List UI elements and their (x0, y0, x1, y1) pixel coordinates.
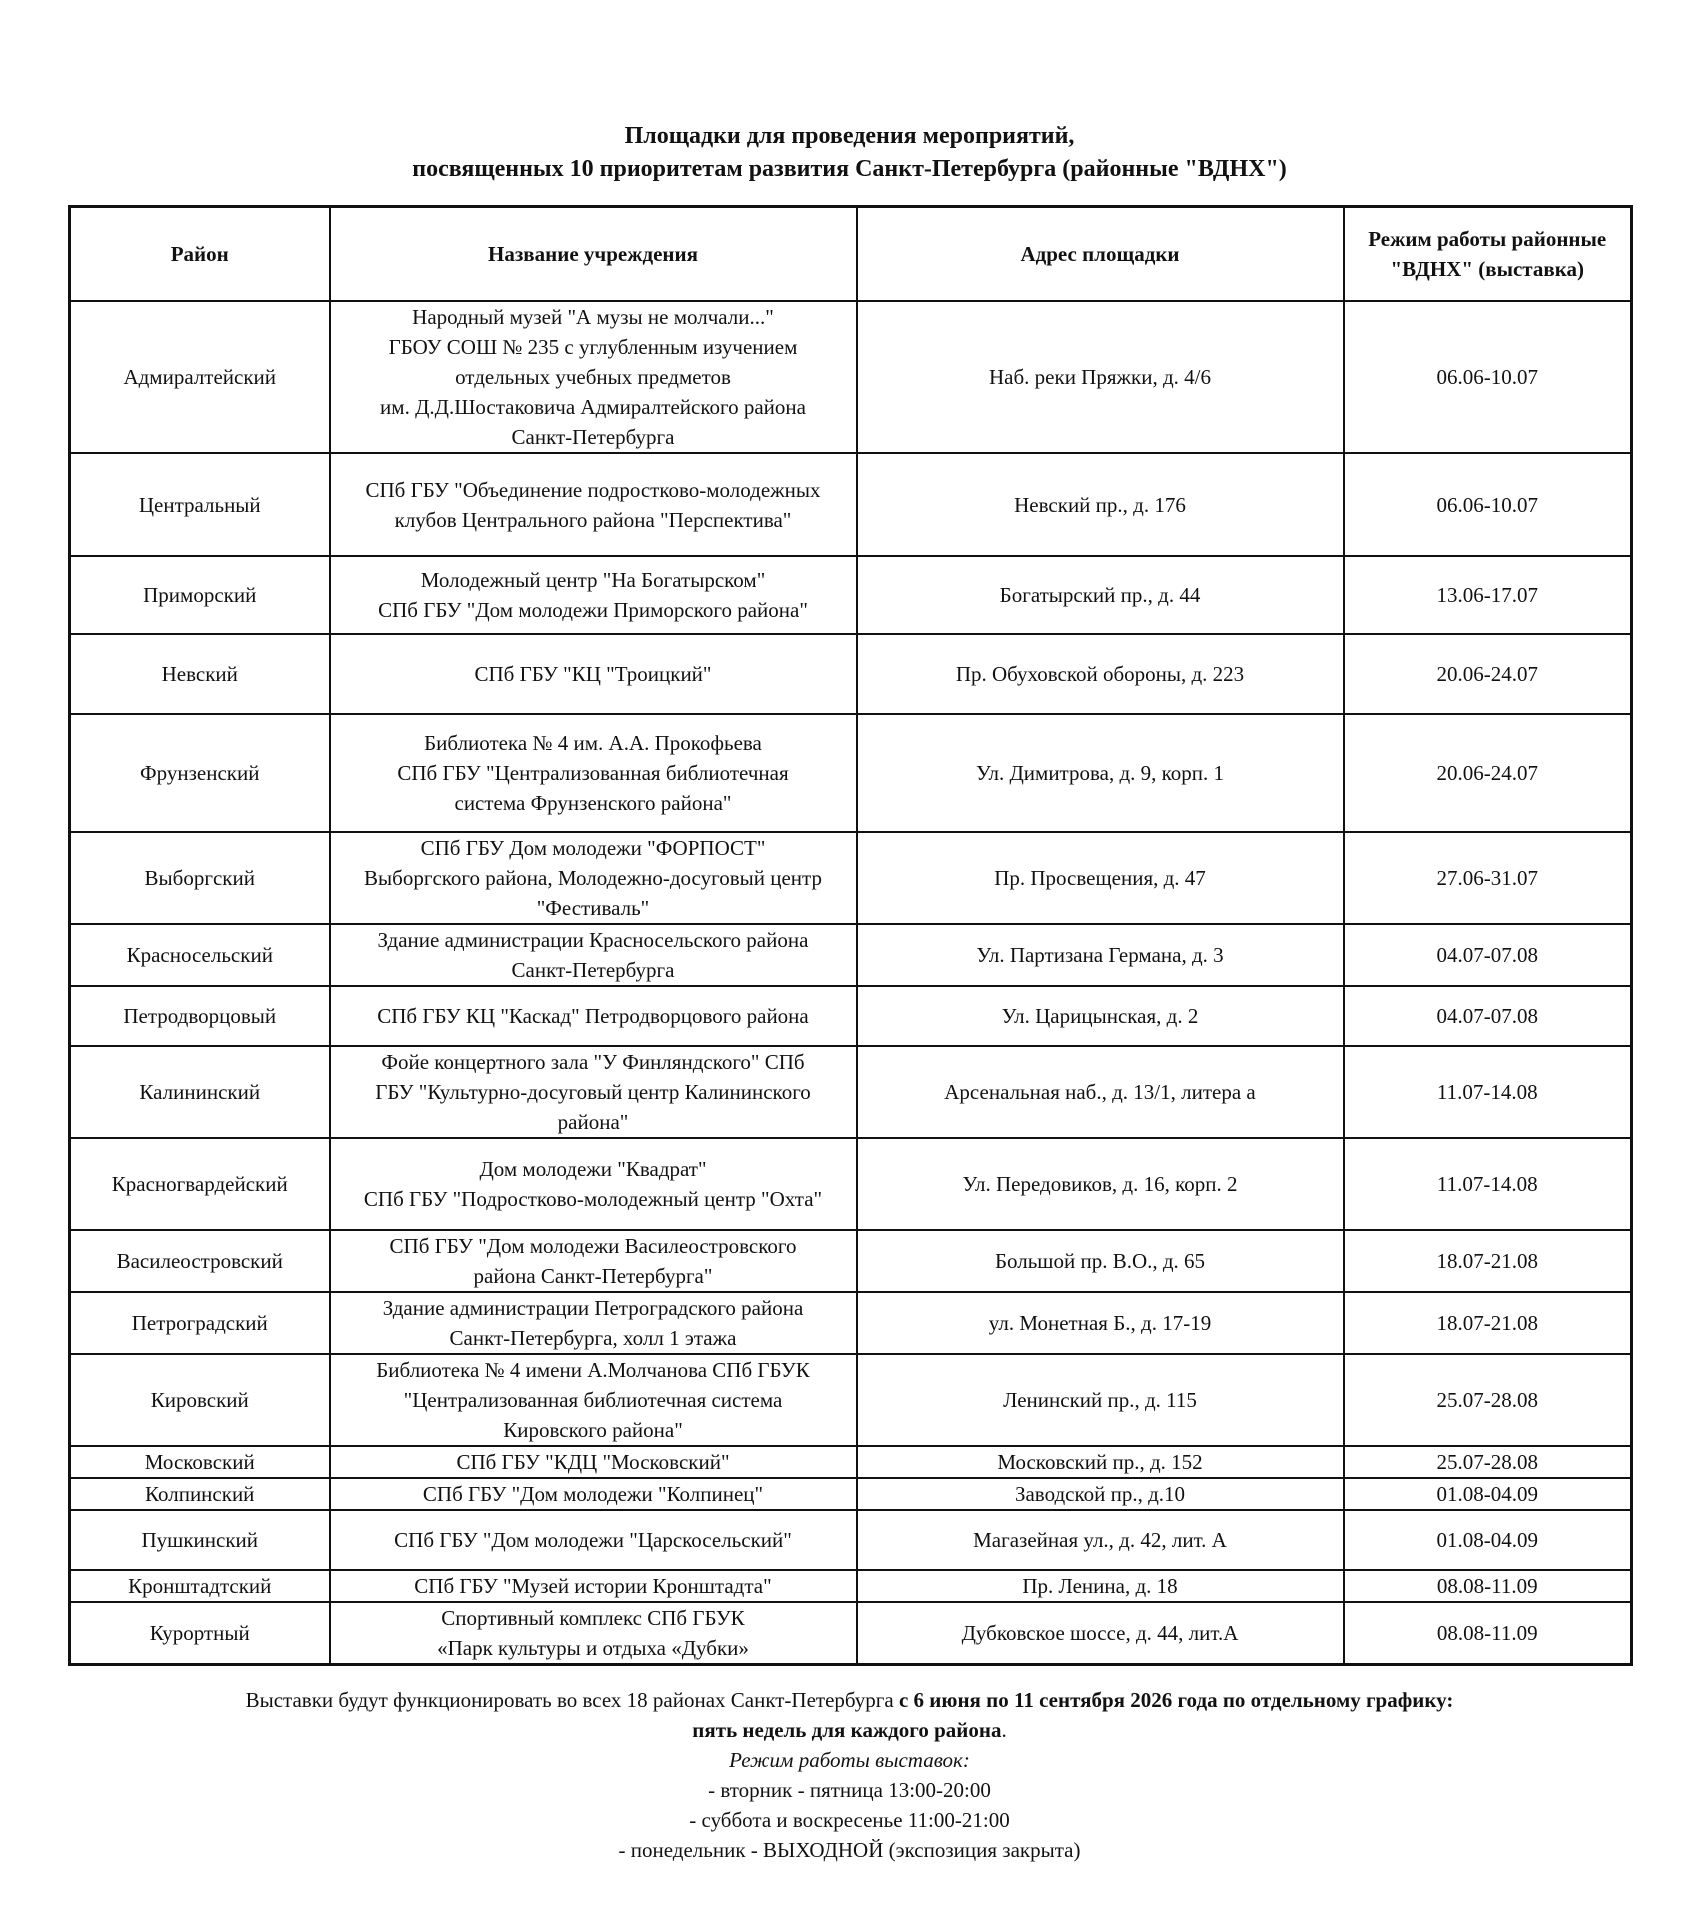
cell-address: Ул. Царицынская, д. 2 (857, 986, 1344, 1046)
cell-address: Московский пр., д. 152 (857, 1446, 1344, 1478)
cell-district: Центральный (70, 453, 330, 556)
institution-line: «Парк культуры и отдыха «Дубки» (437, 1636, 749, 1660)
cell-dates: 13.06-17.07 (1344, 556, 1632, 634)
title-line-2: посвященных 10 приоритетам развития Санкт-Петербурга (районные "ВДНХ") (412, 156, 1287, 182)
cell-address: Невский пр., д. 176 (857, 453, 1344, 556)
cell-dates: 11.07-14.08 (1344, 1046, 1632, 1138)
cell-district: Красногвардейский (70, 1138, 330, 1230)
institution-line: "Фестиваль" (536, 896, 650, 920)
cell-dates: 06.06-10.07 (1344, 453, 1632, 556)
cell-district: Кировский (70, 1354, 330, 1446)
institution-line: СПб ГБУ "Дом молодежи "Царскосельский" (394, 1528, 792, 1552)
table-row (70, 634, 1632, 714)
table-row (70, 1570, 1632, 1602)
cell-institution (330, 986, 857, 1046)
table-row (70, 924, 1632, 986)
table-row (70, 1230, 1632, 1292)
cell-institution (330, 714, 857, 832)
cell-district: Красносельский (70, 924, 330, 986)
institution-line: СПб ГБУ КЦ "Каскад" Петродворцового района (377, 1004, 809, 1028)
cell-district: Колпинский (70, 1478, 330, 1510)
cell-institution (330, 634, 857, 714)
cell-institution (330, 556, 857, 634)
institution-line: района Санкт-Петербурга" (473, 1264, 713, 1288)
cell-address: Ул. Димитрова, д. 9, корп. 1 (857, 714, 1344, 832)
institution-line: СПб ГБУ "КЦ "Троицкий" (474, 662, 712, 686)
cell-address: Ул. Передовиков, д. 16, корп. 2 (857, 1138, 1344, 1230)
schedule-weekdays: - вторник - пятница 13:00-20:00 (708, 1778, 991, 1802)
cell-address: Богатырский пр., д. 44 (857, 556, 1344, 634)
cell-institution (330, 1138, 857, 1230)
header-district: Район (70, 207, 330, 302)
title-line-1: Площадки для проведения мероприятий, (624, 123, 1075, 149)
institution-line: СПб ГБУ "Централизованная библиотечная (397, 761, 789, 785)
institution-line: СПб ГБУ "Дом молодежи "Колпинец" (422, 1482, 764, 1506)
cell-dates: 06.06-10.07 (1344, 301, 1632, 453)
cell-dates: 01.08-04.09 (1344, 1510, 1632, 1570)
institution-line: Фойе концертного зала "У Финляндского" СПб (381, 1050, 805, 1074)
table-row (70, 1478, 1632, 1510)
cell-district: Приморский (70, 556, 330, 634)
cell-institution (330, 832, 857, 924)
table-row (70, 453, 1632, 556)
cell-dates: 20.06-24.07 (1344, 714, 1632, 832)
institution-line: Молодежный центр "На Богатырском" (420, 568, 766, 592)
table-row (70, 832, 1632, 924)
institution-line: Санкт-Петербурга (511, 958, 675, 982)
institution-line: Библиотека № 4 им. А.А. Прокофьева (424, 731, 762, 755)
cell-address: Пр. Обуховской обороны, д. 223 (857, 634, 1344, 714)
footer-notes (0, 1685, 1699, 1865)
cell-dates: 25.07-28.08 (1344, 1354, 1632, 1446)
institution-line: Здание администрации Красносельского района (377, 928, 809, 952)
cell-institution (330, 1510, 857, 1570)
cell-district: Петроградский (70, 1292, 330, 1354)
institution-line: "Централизованная библиотечная система (403, 1388, 783, 1412)
institution-line: СПб ГБУ "КДЦ "Московский" (456, 1450, 730, 1474)
institution-line: Выборгского района, Молодежно-досуговый центр (364, 866, 822, 890)
cell-institution (330, 1354, 857, 1446)
cell-dates: 20.06-24.07 (1344, 634, 1632, 714)
cell-address: Ленинский пр., д. 115 (857, 1354, 1344, 1446)
institution-line: СПб ГБУ "Объединение подростково-молодежных (365, 477, 821, 502)
cell-institution (330, 1292, 857, 1354)
cell-dates: 04.07-07.08 (1344, 986, 1632, 1046)
institution-line: Здание администрации Петроградского района (382, 1296, 804, 1320)
footer-line-2 (0, 1715, 1699, 1745)
table-row (70, 986, 1632, 1046)
cell-institution (330, 1446, 857, 1478)
table-row (70, 714, 1632, 832)
cell-district: Невский (70, 634, 330, 714)
cell-address: Ул. Партизана Германа, д. 3 (857, 924, 1344, 986)
table-row (70, 1138, 1632, 1230)
header-address: Адрес площадки (857, 207, 1344, 302)
cell-institution (330, 924, 857, 986)
cell-dates: 27.06-31.07 (1344, 832, 1632, 924)
institution-line: Кировского района" (503, 1418, 683, 1442)
table-row (70, 1354, 1632, 1446)
table-row (70, 1446, 1632, 1478)
cell-dates: 11.07-14.08 (1344, 1138, 1632, 1230)
venues-table (68, 205, 1633, 1666)
cell-dates: 08.08-11.09 (1344, 1602, 1632, 1665)
header-hours: Режим работы районные "ВДНХ" (выставка) (1344, 207, 1632, 302)
table-row (70, 1510, 1632, 1570)
cell-district: Адмиралтейский (70, 301, 330, 453)
cell-institution (330, 301, 857, 453)
institution-line: СПб ГБУ "Дом молодежи Василеостровского (389, 1234, 797, 1258)
institution-line: клубов Центрального района "Перспектива" (394, 507, 792, 532)
cell-district: Петродворцовый (70, 986, 330, 1046)
cell-district: Пушкинский (70, 1510, 330, 1570)
cell-district: Кронштадтский (70, 1570, 330, 1602)
cell-district: Калининский (70, 1046, 330, 1138)
institution-line: СПб ГБУ Дом молодежи "ФОРПОСТ" (420, 836, 766, 860)
institution-line: система Фрунзенского района" (454, 791, 732, 815)
cell-district: Московский (70, 1446, 330, 1478)
footer-line-2-end: . (1001, 1718, 1007, 1742)
cell-district: Фрунзенский (70, 714, 330, 832)
cell-address: Арсенальная наб., д. 13/1, литера а (857, 1046, 1344, 1138)
footer-duration: пять недель для каждого района (692, 1718, 1002, 1742)
institution-line: СПб ГБУ "Подростково-молодежный центр "Охта" (363, 1187, 823, 1211)
cell-dates: 18.07-21.08 (1344, 1292, 1632, 1354)
institution-line: СПб ГБУ "Дом молодежи Приморского района" (378, 598, 808, 622)
cell-dates: 08.08-11.09 (1344, 1570, 1632, 1602)
table-row (70, 556, 1632, 634)
cell-district: Курортный (70, 1602, 330, 1665)
cell-institution (330, 1602, 857, 1665)
cell-institution (330, 1478, 857, 1510)
institution-line: Дом молодежи "Квадрат" (479, 1157, 707, 1181)
header-institution: Название учреждения (330, 207, 857, 302)
table-header-row (70, 207, 1632, 302)
table-row (70, 1292, 1632, 1354)
schedule-weekend: - суббота и воскресенье 11:00-21:00 (689, 1808, 1010, 1832)
cell-district: Василеостровский (70, 1230, 330, 1292)
cell-dates: 18.07-21.08 (1344, 1230, 1632, 1292)
cell-dates: 01.08-04.09 (1344, 1478, 1632, 1510)
table-row (70, 301, 1632, 453)
schedule-monday: - понедельник - ВЫХОДНОЙ (экспозиция закрыта) (618, 1838, 1081, 1862)
cell-dates: 04.07-07.08 (1344, 924, 1632, 986)
table-body (70, 301, 1632, 1665)
institution-line: Санкт-Петербурга, холл 1 этажа (449, 1326, 737, 1350)
cell-address: Магазейная ул., д. 42, лит. А (857, 1510, 1344, 1570)
institution-line: Народный музей "А музы не молчали..." (412, 305, 774, 329)
footer-intro: Выставки будут функционировать во всех 18 районах Санкт-Петербурга (245, 1688, 899, 1712)
cell-institution (330, 1046, 857, 1138)
institution-line: отдельных учебных предметов (455, 365, 731, 389)
institution-line: ГБОУ СОШ № 235 с углубленным изучением (388, 335, 798, 359)
cell-institution (330, 1570, 857, 1602)
institution-line: Спортивный комплекс СПб ГБУК (441, 1606, 745, 1630)
cell-address: ул. Монетная Б., д. 17-19 (857, 1292, 1344, 1354)
cell-address: Наб. реки Пряжки, д. 4/6 (857, 301, 1344, 453)
institution-line: СПб ГБУ "Музей истории Кронштадта" (414, 1574, 772, 1598)
document-title (0, 120, 1699, 186)
institution-line: Библиотека № 4 имени А.Молчанова СПб ГБУК (376, 1358, 810, 1382)
institution-line: Санкт-Петербурга (511, 425, 675, 449)
table-row (70, 1046, 1632, 1138)
cell-address: Дубковское шоссе, д. 44, лит.А (857, 1602, 1344, 1665)
cell-institution (330, 453, 857, 556)
cell-address: Пр. Ленина, д. 18 (857, 1570, 1344, 1602)
cell-district: Выборгский (70, 832, 330, 924)
cell-address: Пр. Просвещения, д. 47 (857, 832, 1344, 924)
schedule-heading: Режим работы выставок: (729, 1748, 970, 1772)
cell-institution (330, 1230, 857, 1292)
footer-period: с 6 июня по 11 сентября 2026 года по отдельному графику: (898, 1688, 1454, 1712)
cell-dates: 25.07-28.08 (1344, 1446, 1632, 1478)
table-row (70, 1602, 1632, 1665)
footer-line-1 (0, 1685, 1699, 1715)
cell-address: Заводской пр., д.10 (857, 1478, 1344, 1510)
institution-line: ГБУ "Культурно-досуговый центр Калининского (375, 1080, 811, 1104)
cell-address: Большой пр. В.О., д. 65 (857, 1230, 1344, 1292)
institution-line: им. Д.Д.Шостаковича Адмиралтейского района (380, 395, 806, 419)
institution-line: района" (557, 1110, 629, 1134)
